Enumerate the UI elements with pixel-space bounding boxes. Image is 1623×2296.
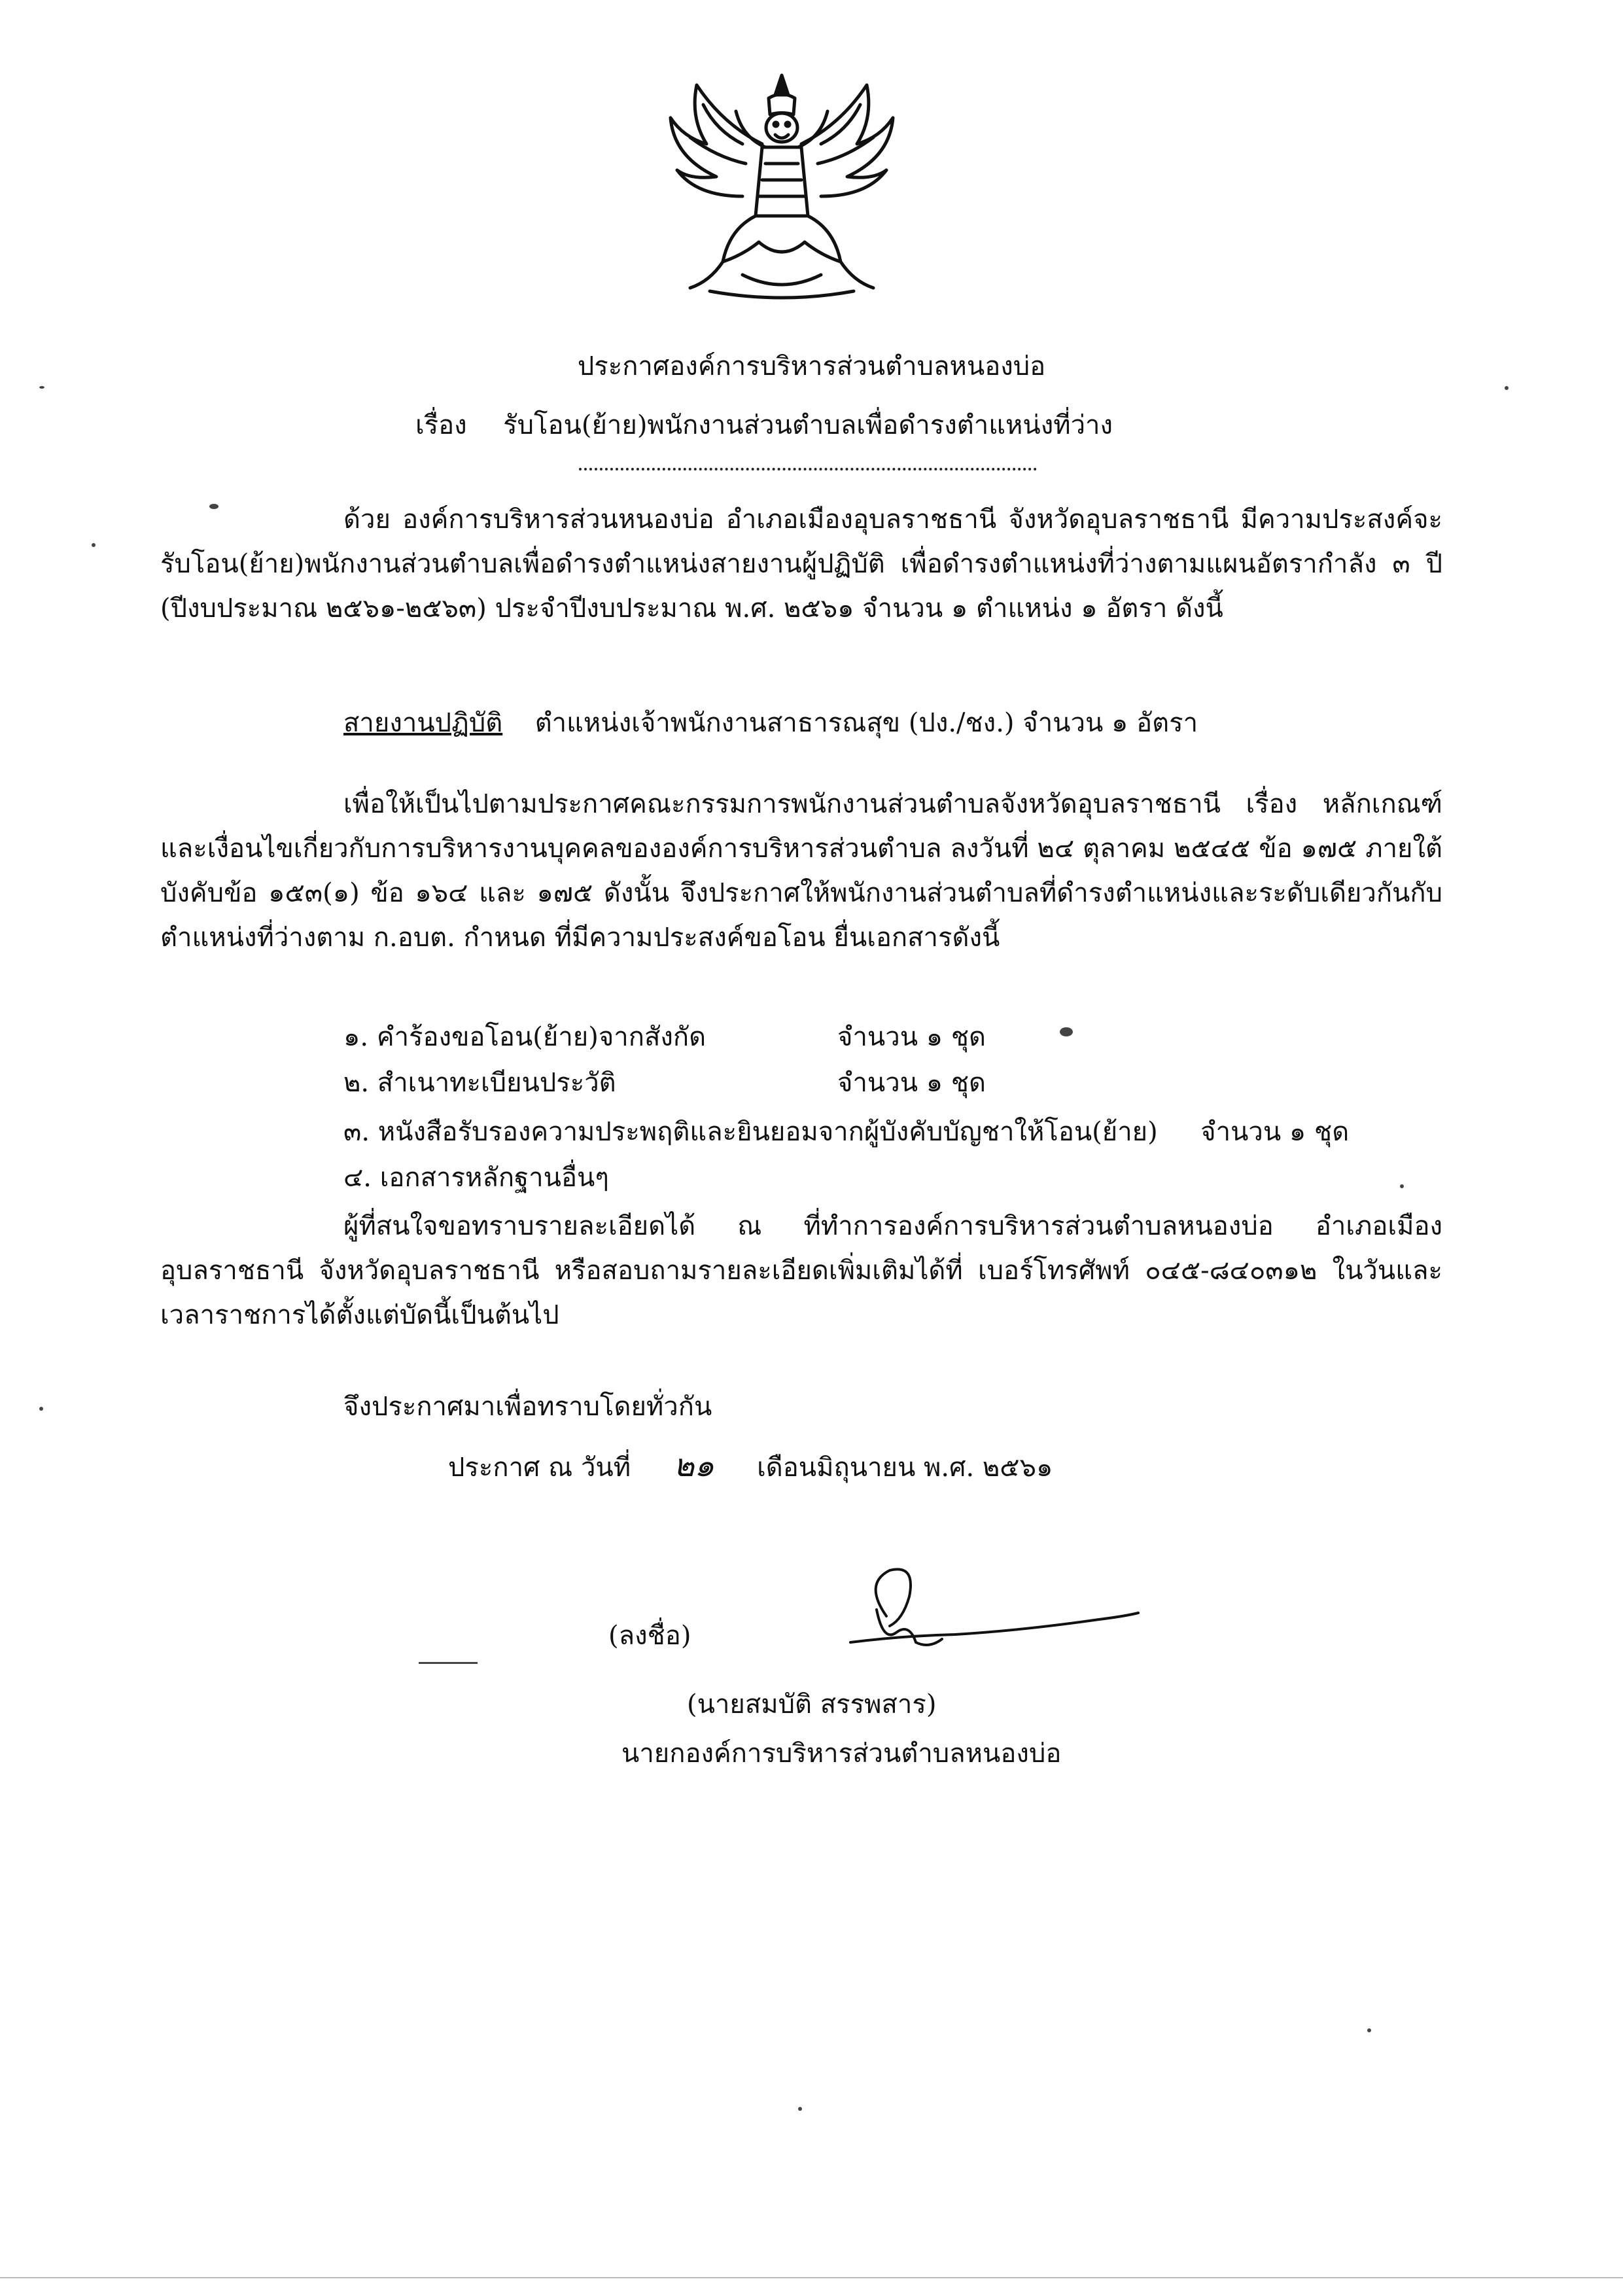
dotted-divider bbox=[579, 468, 1037, 470]
intro-paragraph bbox=[160, 497, 1442, 631]
basis-paragraph bbox=[160, 782, 1442, 960]
position-category: สายงานปฏิบัติ bbox=[343, 708, 503, 738]
document-item-2: ๒. สำเนาทะเบียนประวัติ จำนวน ๑ ชุด bbox=[343, 1068, 986, 1098]
intro-text: ด้วย องค์การบริหารส่วนหนองบ่อ อำเภอเมืองอุบลราชธานี จังหวัดอุบลราชธานี มีความประสงค์จะรับโอน(ย้าย)พนักงานส่วนตำบลเพื่อดำรงตำแหน่งสายงานผู้ปฏิบัติ เพื่อดำรงตำแหน่งที่ว่างตามแผนอัตรากำลัง ๓ ปี (ปีงบประมาณ ๒๕๖๑-๒๕๖๓) ประจำปีงบประมาณ พ.ศ. ๒๕๖๑ จำนวน ๑ ตำแหน่ง ๑ อัตรา ดังนี้ bbox=[160, 504, 1442, 624]
signatory-name: (นายสมบัติ สรรพสาร) bbox=[687, 1689, 937, 1720]
scan-speck bbox=[92, 543, 96, 547]
garuda-emblem bbox=[644, 65, 919, 308]
handwritten-signature bbox=[837, 1557, 1145, 1675]
document-item-3: ๓. หนังสือรับรองความประพฤติและยินยอมจากผู้บังคับบัญชาให้โอน(ย้าย) จำนวน ๑ ชุด bbox=[343, 1117, 1350, 1147]
announcement-org-line: ประกาศองค์การบริหารส่วนตำบลหนองบ่อ bbox=[577, 351, 1046, 381]
date-day: ๒๑ bbox=[673, 1447, 714, 1484]
date-prefix: ประกาศ ณ วันที่ bbox=[448, 1453, 631, 1483]
document-item-4: ๔. เอกสารหลักฐานอื่นๆ bbox=[343, 1163, 609, 1193]
document-item-1: ๑. คำร้องขอโอน(ย้าย)จากสังกัด จำนวน ๑ ชุด bbox=[343, 1022, 986, 1052]
scan-speck bbox=[1400, 1184, 1404, 1188]
announcement-subject bbox=[415, 406, 1113, 445]
signature-label: (ลงชื่อ) bbox=[608, 1621, 691, 1651]
scan-edge-line bbox=[0, 2277, 1623, 2278]
scan-speck bbox=[209, 504, 218, 509]
subject-text: รับโอน(ย้าย)พนักงานส่วนตำบลเพื่อดำรงตำแหน่งที่ว่าง bbox=[503, 410, 1113, 440]
position-detail: ตำแหน่งเจ้าพนักงานสาธารณสุข (ปง./ชง.) จำนวน ๑ อัตรา bbox=[534, 708, 1198, 738]
contact-paragraph bbox=[160, 1204, 1442, 1337]
date-month-year: เดือนมิถุนายน พ.ศ. ๒๕๖๑ bbox=[757, 1453, 1053, 1483]
subject-label: เรื่อง bbox=[415, 410, 467, 440]
scan-speck bbox=[1505, 386, 1509, 390]
closing-text: จึงประกาศมาเพื่อทราบโดยทั่วกัน bbox=[343, 1392, 712, 1422]
announcement-date bbox=[448, 1446, 1053, 1487]
scan-speck bbox=[39, 386, 44, 389]
contact-text: ผู้ที่สนใจขอทราบรายละเอียดได้ ณ ที่ทำการองค์การบริหารส่วนตำบลหนองบ่อ อำเภอเมืองอุบลราชธานี จังหวัดอุบลราชธานี หรือสอบถามรายละเอียดเพิ่มเติมได้ที่ เบอร์โทรศัพท์ ๐๔๕-๘๔๐๓๑๒ ในวันและเวลาราชการได้ตั้งแต่บัดนี้เป็นต้นไป bbox=[160, 1211, 1442, 1330]
scan-speck bbox=[419, 1662, 478, 1664]
basis-text: เพื่อให้เป็นไปตามประกาศคณะกรรมการพนักงานส่วนตำบลจังหวัดอุบลราชธานี เรื่อง หลักเกณฑ์และเงื่อนไขเกี่ยวกับการบริหารงานบุคคลขององค์การบริหารส่วนตำบล ลงวันที่ ๒๔ ตุลาคม ๒๕๔๕ ข้อ ๑๗๕ ภายใต้บังคับข้อ ๑๕๓(๑) ข้อ ๑๖๔ และ ๑๗๕ ดังนั้น จึงประกาศให้พนักงานส่วนตำบลที่ดำรงตำแหน่งและระดับเดียวกันกับตำแหน่งที่ว่างตาม ก.อบต. กำหนด ที่มีความประสงค์ขอโอน ยื่นเอกสารดังนี้ bbox=[160, 789, 1442, 953]
scan-speck bbox=[1367, 2028, 1371, 2032]
scan-speck bbox=[39, 1407, 43, 1411]
scan-speck bbox=[798, 2107, 802, 2111]
scan-speck bbox=[1060, 1027, 1073, 1036]
signatory-title: นายกองค์การบริหารส่วนตำบลหนองบ่อ bbox=[621, 1739, 1062, 1769]
position-line bbox=[343, 703, 1198, 743]
